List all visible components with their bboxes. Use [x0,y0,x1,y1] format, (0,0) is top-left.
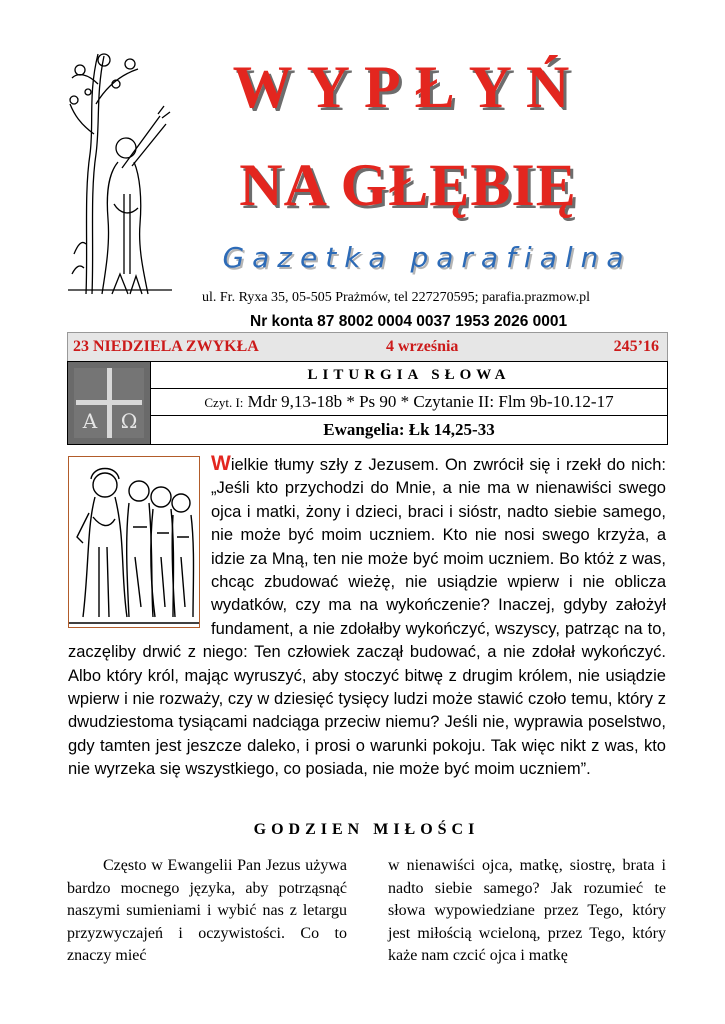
article-column-2: w nienawiści ojca, matkę, siostrę, brata i nadto siebie samego? Jak rozumieć te słowa wypowiedziane przez Tego, który jest miłością wcieloną, przez Tego, który każe nam czcić ojca i matkę [388,857,666,965]
gospel-reference: Ewangelia: Łk 14,25-33 [323,420,495,439]
title-line-2: NA GŁĘBIĘ [239,152,577,218]
issue-date: 4 września [386,338,459,355]
issue-info-bar [67,332,668,362]
alpha-glyph: A [82,409,98,433]
parish-address: ul. Fr. Ryxa 35, 05-505 Prażmów, tel 227270595; parafia.prazmow.pl [202,290,590,305]
saint-francis-illustration [68,44,172,296]
readings-row [151,389,667,416]
article-column-1 [67,855,347,968]
readings-text: Mdr 9,13-18b * Ps 90 * Czytanie II: Flm 9b-10.12-17 [247,392,614,411]
sunday-label: 23 NIEDZIELA ZWYKŁA [73,338,259,355]
omega-glyph: Ω [120,409,138,433]
title-line-1: WYPŁYŃ [232,54,584,120]
gospel-text [68,452,666,782]
alpha-omega-cross-icon [68,362,151,444]
gospel-body: ielkie tłumy szły z Jezusem. On zwrócił się i rzekł do nich: „Jeśli kto przychodzi do Mnie, a nie ma w nienawiści swego ojca i matki, żony i dzieci, braci i sióstr, nadto siebie samego, nie może być moim uczniem. Kto nie nosi swego krzyża, a idzie za Mną, ten nie może być moim uczniem. Bo któż z was, chcąc zbudować wieżę, nie usiądzie wpierw i nie oblicza wydatków, czy ma na wykończenie? Inaczej, gdyby założył fundament, a nie zdołałby wykończyć, wszyscy, patrząc na to, zaczęliby drwić z niego: Ten człowiek zaczął budować, a nie zdołał wykończyć. Albo który król, mając wyruszyć, aby stoczyć bitwę z drugim królem, nie usiądzie wpierw i nie rozważy, czy w dziesięć tysięcy ludzi może stawić czoło temu, który z dwudziestoma tysiącami nadciąga przeciw niemu? Jeśli nie, wyprawia poselstwo, gdy tamten jest jeszcze daleko, i prosi o warunki pokoju. Tak więc nikt z was, kto nie wyrzeka się wszystkiego, co posiada, nie może być moim uczniem”. [68,456,666,779]
liturgy-box [67,361,668,445]
bank-account: Nr konta 87 8002 0004 0037 1953 2026 0001 [250,313,568,330]
liturgy-header: LITURGIA SŁOWA [151,362,667,389]
subtitle: Gazetka parafialna [222,241,632,274]
issue-number: 245’16 [613,338,659,355]
gospel-dropcap: W [211,452,231,475]
readings-prefix: Czyt. I: [204,395,244,410]
article-heading: GODZIEN MIŁOŚCI [253,821,480,838]
article-column-1-text: Często w Ewangelii Pan Jezus używa bardzo mocnego języka, aby potrząsnąć naszymi sumieniami i wybić nas z letargu przyzwyczajeń i oczywistości. Co to znaczy mieć [67,857,347,965]
